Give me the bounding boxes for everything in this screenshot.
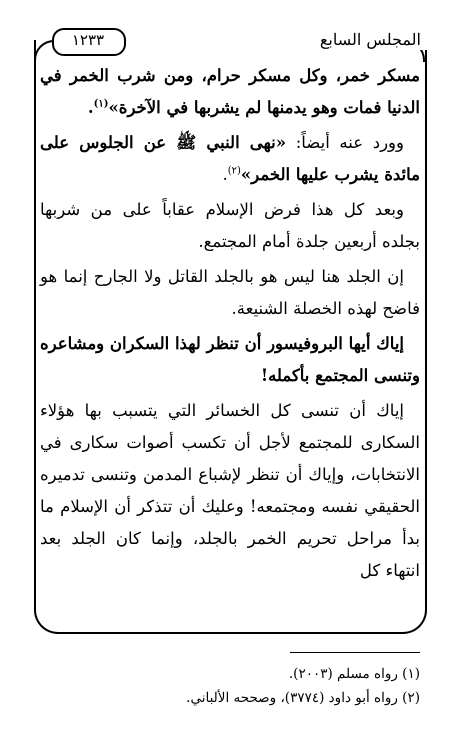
- footnote-ref-1: (١): [93, 98, 109, 110]
- footnotes: [40, 662, 420, 710]
- footnote-divider: [290, 652, 420, 653]
- paragraph-2-quote: «نهى النبي ﷺ عن الجلوس على مائدة يشرب عليها الخمر»: [40, 133, 420, 184]
- paragraph-1-text: مسكر خمر، وكل مسكر حرام، ومن شرب الخمر في الدنيا فمات وهو يدمنها لم يشربها في الآخرة»: [40, 66, 420, 117]
- paragraph-1: [40, 60, 420, 124]
- paragraph-2-end: .: [222, 165, 228, 184]
- footnote-1: (١) رواه مسلم (٢٠٠٣).: [288, 666, 420, 682]
- paragraph-4: إن الجلد هنا ليس هو بالجلد القاتل ولا الجارح إنما هو فاضح لهذه الخصلة الشنيعة.: [40, 267, 420, 318]
- paragraph-1-end: .: [87, 98, 94, 117]
- footnote-ref-2: (٢): [227, 165, 241, 177]
- main-text: [40, 60, 420, 587]
- paragraph-2: [40, 127, 420, 191]
- page-number: ١٢٣٣: [71, 31, 105, 49]
- footnote-2: (٢) رواه أبو داود (٣٧٧٤)، وصححه الألباني.: [186, 690, 420, 706]
- paragraph-5: إياك أيها البروفيسور أن تنظر لهذا السكران ومشاعره وتنسى المجتمع بأكمله!: [40, 334, 420, 385]
- paragraph-6: إياك أن تنسى كل الخسائر التي يتسبب بها هؤلاء السكارى للمجتمع لأجل أن تكسب أصوات سكارى في الانتخابات، وإياك أن تنظر لإشباع المدمن وتنسى تدميره الحقيقي نفسه ومجتمعه! وعليك أن تتذكر أن الإسلام ما بدأ مراحل تحريم الخمر بالجلد، وإنما كان الجلد بعد انتهاء كل: [40, 401, 420, 580]
- paragraph-3: وبعد كل هذا فرض الإسلام عقاباً على من شربها بجلده أربعين جلدة أمام المجتمع.: [40, 200, 420, 251]
- paragraph-2-lead: وورد عنه أيضاً:: [286, 133, 404, 152]
- chapter-title: المجلس السابع: [314, 30, 427, 50]
